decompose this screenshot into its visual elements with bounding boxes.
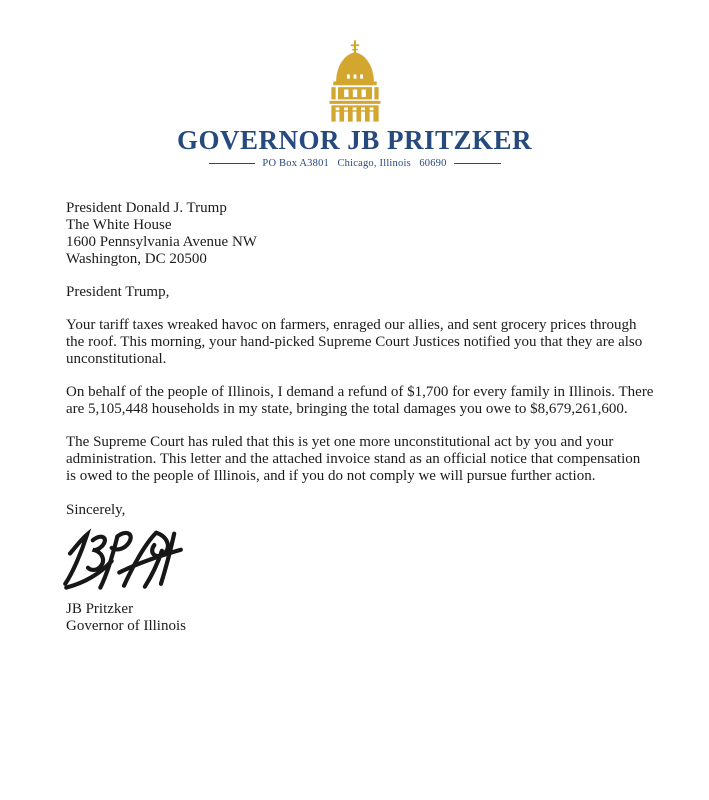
letterhead-address: PO Box A3801 Chicago, Illinois 60690 bbox=[262, 158, 447, 170]
paragraph: The Supreme Court has ruled that this is yet one more unconstitutional act by you and your administration. This letter and the attached invoice stand as an official notice that compensation is owed to the people of Illinois, and if you do not comply we will pursue further action. bbox=[66, 434, 641, 485]
recipient-block bbox=[66, 200, 654, 268]
letterhead bbox=[0, 0, 709, 169]
sender-name: JB Pritzker bbox=[66, 601, 134, 618]
sender-title: Governor of Illinois bbox=[66, 618, 186, 635]
recipient-line: 1600 Pennsylvania Avenue NW bbox=[66, 234, 257, 251]
letterhead-title: GOVERNOR JB PRITZKER bbox=[176, 125, 533, 155]
address-rule-left bbox=[209, 163, 256, 164]
address-rule-right bbox=[454, 163, 501, 164]
recipient-line: President Donald J. Trump bbox=[66, 200, 227, 217]
recipient-line: Washington, DC 20500 bbox=[66, 251, 207, 268]
letterhead-address-row bbox=[209, 158, 501, 169]
paragraph: Your tariff taxes wreaked havoc on farmers, enraged our allies, and sent grocery prices through the roof. This morning, your hand-picked Supreme Court Justices notified you that they are also unconstitutional. bbox=[66, 317, 643, 368]
signature-image bbox=[60, 527, 654, 599]
recipient-line: The White House bbox=[66, 217, 172, 234]
letter-body bbox=[66, 200, 654, 635]
capitol-dome-icon bbox=[0, 40, 709, 122]
salutation: President Trump, bbox=[66, 284, 170, 301]
valediction: Sincerely, bbox=[66, 502, 126, 519]
paragraph: On behalf of the people of Illinois, I demand a refund of $1,700 for every family in Illinois. There are 5,105,448 households in my state, bringing the total damages you owe to $8,679,261,600. bbox=[66, 384, 654, 418]
